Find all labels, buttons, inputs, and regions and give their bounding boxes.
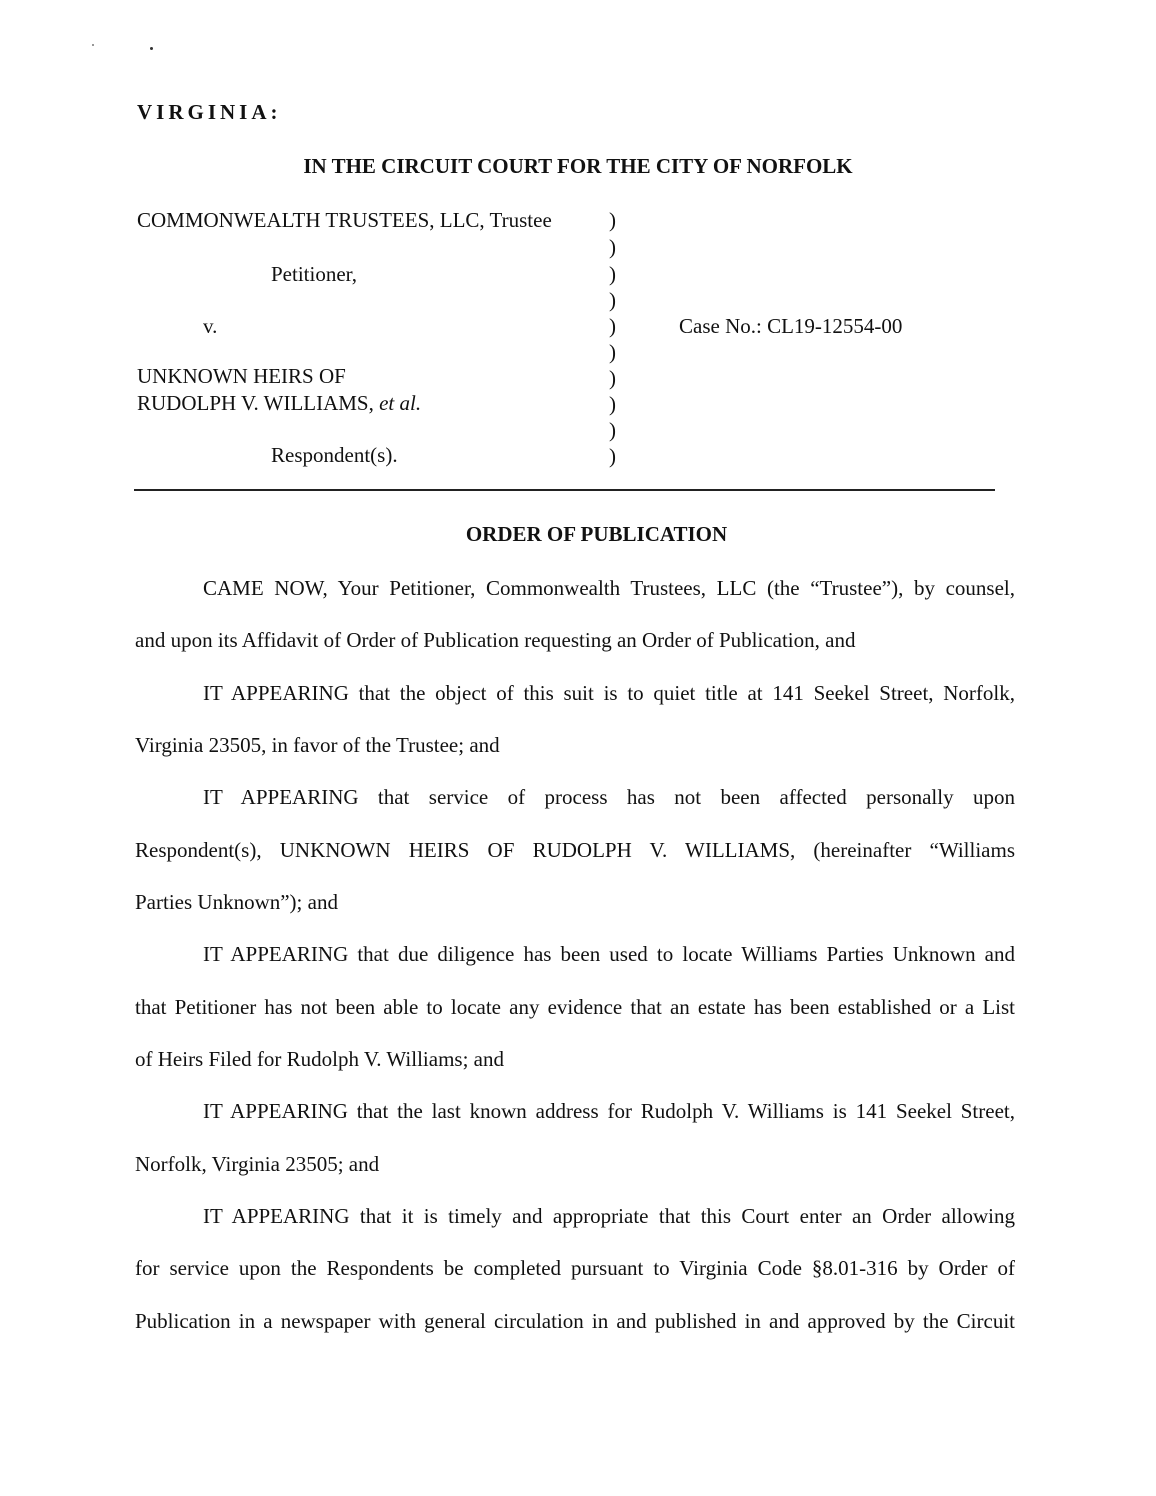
caption-paren: ) [609, 418, 616, 442]
body-line: of Heirs Filed for Rudolph V. Williams; and [135, 1047, 504, 1071]
et-al-text: et al. [379, 391, 422, 415]
state-heading: VIRGINIA: [137, 100, 282, 124]
scan-speck [150, 47, 153, 50]
caption-paren: ) [609, 262, 616, 286]
body-line: and upon its Affidavit of Order of Publication requesting an Order of Publication, and [135, 628, 856, 652]
caption-paren: ) [609, 444, 616, 468]
petitioner-role: Petitioner, [271, 262, 358, 286]
case-number: Case No.: CL19-12554-00 [679, 314, 903, 338]
respondent-line-1: UNKNOWN HEIRS OF [137, 364, 346, 388]
caption-paren: ) [609, 392, 616, 416]
body-line: CAME NOW, Your Petitioner, Commonwealth Trustees, LLC (the “Trustee”), by counsel, [203, 576, 1015, 600]
petitioner-name: COMMONWEALTH TRUSTEES, LLC, Trustee [137, 208, 552, 232]
body-line: that Petitioner has not been able to locate any evidence that an estate has been established or a List [135, 995, 1015, 1019]
body-line: IT APPEARING that service of process has not been affected personally upon [203, 785, 1015, 809]
caption-paren: ) [609, 235, 616, 259]
caption-paren: ) [609, 366, 616, 390]
body-line: Virginia 23505, in favor of the Trustee; and [135, 733, 500, 757]
scan-speck [92, 44, 94, 46]
caption-divider [134, 489, 995, 491]
respondent-name: RUDOLPH V. WILLIAMS, [137, 391, 374, 415]
body-line: IT APPEARING that the last known address for Rudolph V. Williams is 141 Seekel Street, [203, 1099, 1015, 1123]
caption-paren: ) [609, 208, 616, 232]
document-title: ORDER OF PUBLICATION [465, 522, 728, 546]
body-line: Publication in a newspaper with general circulation in and published in and approved by the Circuit [135, 1309, 1015, 1333]
body-line: Norfolk, Virginia 23505; and [135, 1152, 380, 1176]
caption-paren: ) [609, 288, 616, 312]
body-line: IT APPEARING that the object of this suit is to quiet title at 141 Seekel Street, Norfolk, [203, 681, 1015, 705]
court-heading: IN THE CIRCUIT COURT FOR THE CITY OF NORFOLK [303, 154, 853, 178]
body-line: for service upon the Respondents be completed pursuant to Virginia Code §8.01-316 by Order of [135, 1256, 1015, 1280]
caption-paren: ) [609, 314, 616, 338]
body-line: Respondent(s), UNKNOWN HEIRS OF RUDOLPH V. WILLIAMS, (hereinafter “Williams [135, 838, 1015, 862]
body-line: IT APPEARING that due diligence has been used to locate Williams Parties Unknown and [203, 942, 1015, 966]
caption-paren: ) [609, 340, 616, 364]
body-line: Parties Unknown”); and [135, 890, 338, 914]
respondent-line-2 [137, 391, 421, 416]
versus-label: v. [203, 314, 218, 338]
respondent-role: Respondent(s). [271, 443, 398, 467]
body-line: IT APPEARING that it is timely and appropriate that this Court enter an Order allowing [203, 1204, 1015, 1228]
